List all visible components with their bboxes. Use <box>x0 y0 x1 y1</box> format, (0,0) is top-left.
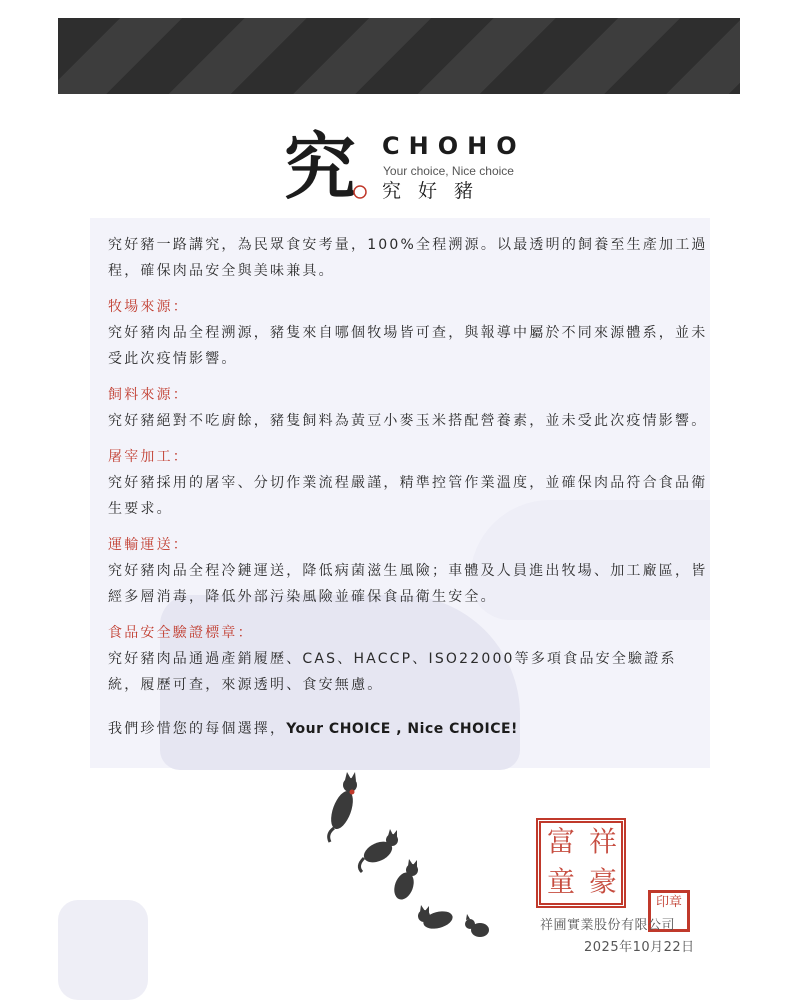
closing-prefix: 我們珍惜您的每個選擇， <box>108 721 287 737</box>
seal-glyph: 祥 <box>588 825 617 858</box>
closing-emphasis: Your CHOICE , Nice CHOICE! <box>286 721 518 737</box>
cat-silhouette-icon <box>391 859 418 902</box>
section-heading: 食品安全驗證標章： <box>108 625 254 641</box>
company-seal-stamp <box>536 818 626 908</box>
logo-mark-icon <box>284 126 370 206</box>
cat-silhouettes-illustration <box>320 770 520 950</box>
section-body: 究好豬肉品全程冷鏈運送，降低病菌滋生風險；車體及人員進出牧場、加工廠區，皆經多層消毒，降低外部污染風險並確保食品衛生安全。 <box>108 563 708 605</box>
brand-tagline: Your choice, Nice choice <box>383 164 514 178</box>
representative-seal-stamp: 印章 <box>648 890 690 932</box>
section-heading: 屠宰加工： <box>108 449 189 465</box>
cat-silhouette-icon <box>418 905 455 932</box>
company-name: 祥圃實業股份有限公司 <box>540 918 676 933</box>
section-body: 究好豬採用的屠宰、分切作業流程嚴謹，精準控管作業溫度，並確保肉品符合食品衛生要求。 <box>108 475 708 517</box>
section-transport <box>108 532 708 610</box>
closing-line <box>108 716 708 742</box>
brand-name-zh: 究好豬 <box>382 180 491 202</box>
header-banner <box>58 18 740 94</box>
cat-silhouette-icon <box>465 914 489 937</box>
section-food-safety-certification <box>108 620 708 698</box>
brand-logo <box>284 126 524 206</box>
cat-silhouette-icon <box>327 772 358 842</box>
section-heading: 飼料來源： <box>108 387 189 403</box>
brand-name-en: CHOHO <box>382 132 526 160</box>
background-watermark-shape <box>58 900 148 1000</box>
logo-glyph: 究 <box>284 126 357 206</box>
section-slaughter-processing <box>108 444 708 522</box>
seal-glyph: 豪 <box>588 865 617 898</box>
document-date: 2025年10月22日 <box>584 940 695 955</box>
intro-paragraph: 究好豬一路講究，為民眾食安考量，100%全程溯源。以最透明的飼養至生產加工過程，確保肉品安全與美味兼具。 <box>108 237 708 279</box>
section-feed-source <box>108 382 708 434</box>
section-body: 究好豬絕對不吃廚餘，豬隻飼料為黃豆小麥玉米搭配營養素，並未受此次疫情影響。 <box>108 413 708 429</box>
section-ranch-source <box>108 294 708 372</box>
section-body: 究好豬肉品全程溯源，豬隻來自哪個牧場皆可查，與報導中屬於不同來源體系，並未受此次疫情影響。 <box>108 325 708 367</box>
section-heading: 牧場來源： <box>108 299 189 315</box>
section-body: 究好豬肉品通過產銷履歷、CAS、HACCP、ISO22000等多項食品安全驗證系統，履歷可查，來源透明、食安無慮。 <box>108 651 677 693</box>
statement-body <box>108 232 708 742</box>
cat-silhouette-icon <box>359 829 398 872</box>
section-heading: 運輸運送： <box>108 537 189 553</box>
seal-glyph: 富 <box>546 825 575 858</box>
seal-glyph: 童 <box>546 865 575 898</box>
